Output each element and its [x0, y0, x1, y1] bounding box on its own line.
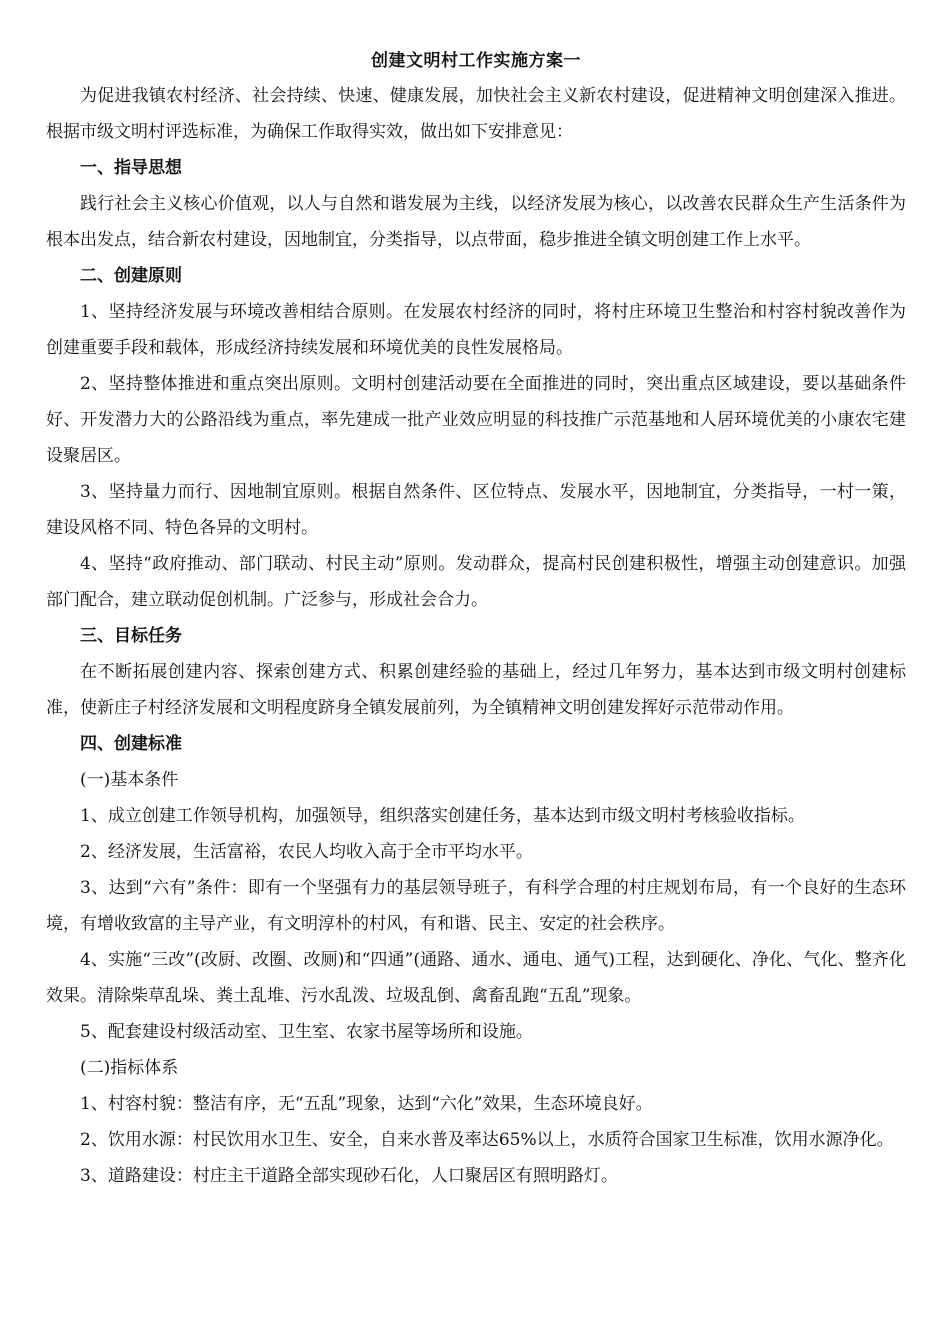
paragraph: 在不断拓展创建内容、探索创建方式、积累创建经验的基础上，经过几年努力，基本达到市级文明村创建标准，使新庄子村经济发展和文明程度跻身全镇发展前列，为全镇精神文明创建发挥好示范带动作用。	[46, 662, 906, 718]
paragraph: 3、坚持量力而行、因地制宜原则。根据自然条件、区位特点、发展水平，因地制宜，分类指导，一村一策，建设风格不同、特色各异的文明村。	[46, 482, 906, 538]
subsection-heading-indicator-system: (二)指标体系	[80, 1058, 179, 1078]
section-heading-principles: 二、创建原则	[80, 266, 182, 286]
section-heading-guiding-ideology: 一、指导思想	[80, 158, 182, 178]
paragraph: 践行社会主义核心价值观，以人与自然和谐发展为主线，以经济发展为核心，以改善农民群众生产生活条件为根本出发点，结合新农村建设，因地制宜，分类指导，以点带面，稳步推进全镇文明创建工作上水平。	[46, 194, 906, 250]
paragraph: 3、道路建设：村庄主干道路全部实现砂石化，人口聚居区有照明路灯。	[80, 1166, 618, 1186]
section-heading-standards: 四、创建标准	[80, 734, 182, 754]
paragraph: 1、村容村貌：整洁有序，无“五乱”现象，达到“六化”效果，生态环境良好。	[80, 1094, 653, 1114]
paragraph: 2、经济发展，生活富裕，农民人均收入高于全市平均水平。	[80, 842, 533, 862]
paragraph: 2、坚持整体推进和重点突出原则。文明村创建活动要在全面推进的同时，突出重点区域建设，要以基础条件好、开发潜力大的公路沿线为重点，率先建成一批产业效应明显的科技推广示范基地和人居环境优美的小康农宅建设聚居区。	[46, 374, 906, 466]
intro-paragraph: 为促进我镇农村经济、社会持续、快速、健康发展，加快社会主义新农村建设，促进精神文明创建深入推进。根据市级文明村评选标准，为确保工作取得实效，做出如下安排意见：	[46, 86, 906, 142]
paragraph: 4、实施“三改”(改厨、改圈、改厕)和“四通”(通路、通水、通电、通气)工程，达到硬化、净化、气化、整齐化效果。清除柴草乱垛、粪土乱堆、污水乱泼、垃圾乱倒、禽畜乱跑“五乱”现象。	[46, 950, 906, 1006]
section-heading-goals: 三、目标任务	[80, 626, 182, 646]
subsection-heading-basic-conditions: (一)基本条件	[80, 770, 179, 790]
paragraph: 2、饮用水源：村民饮用水卫生、安全，自来水普及率达65%以上，水质符合国家卫生标准，饮用水源净化。	[80, 1130, 894, 1150]
paragraph: 4、坚持“政府推动、部门联动、村民主动”原则。发动群众，提高村民创建积极性，增强主动创建意识。加强部门配合，建立联动促创机制。广泛参与，形成社会合力。	[46, 554, 906, 610]
document-title: 创建文明村工作实施方案一	[371, 51, 581, 71]
paragraph: 5、配套建设村级活动室、卫生室、农家书屋等场所和设施。	[80, 1022, 533, 1042]
paragraph: 1、坚持经济发展与环境改善相结合原则。在发展农村经济的同时，将村庄环境卫生整治和村容村貌改善作为创建重要手段和载体，形成经济持续发展和环境优美的良性发展格局。	[46, 302, 906, 358]
paragraph: 3、达到“六有”条件：即有一个坚强有力的基层领导班子，有科学合理的村庄规划布局，有一个良好的生态环境，有增收致富的主导产业，有文明淳朴的村风，有和谐、民主、安定的社会秩序。	[46, 878, 906, 934]
paragraph: 1、成立创建工作领导机构，加强领导，组织落实创建任务，基本达到市级文明村考核验收指标。	[80, 806, 805, 826]
